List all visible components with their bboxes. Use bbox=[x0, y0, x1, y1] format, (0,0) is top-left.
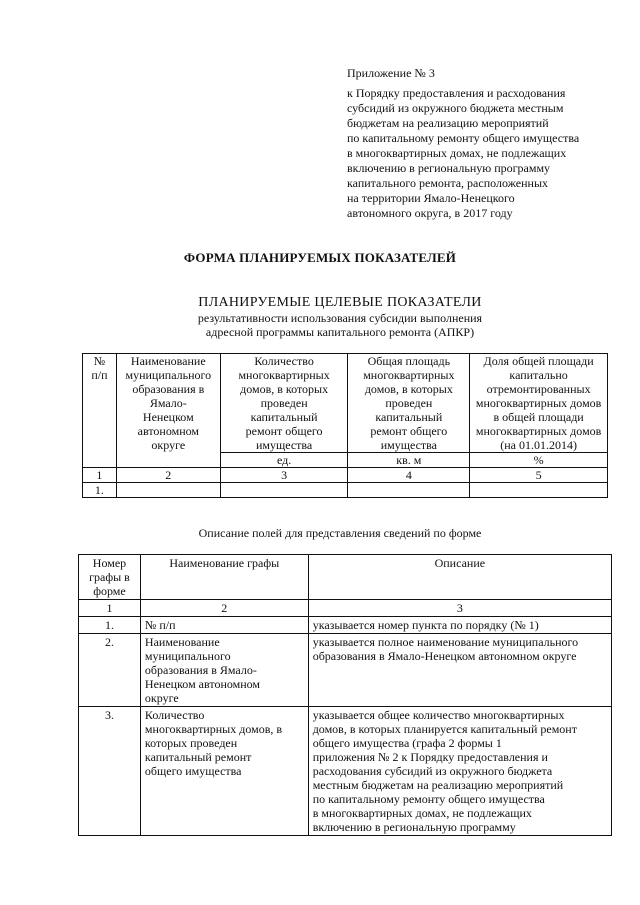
column-number: 1 bbox=[79, 600, 141, 617]
indicators-subtitle bbox=[0, 295, 640, 339]
header-line: Наименование bbox=[130, 354, 206, 368]
cell-line: образования в Ямало- bbox=[144, 663, 257, 677]
description-caption: Описание полей для представления сведений по форме bbox=[198, 526, 482, 540]
empty-cell bbox=[470, 483, 608, 498]
unit-cell: ед. bbox=[220, 453, 348, 468]
row-number: 1. bbox=[83, 483, 117, 498]
column-number: 1 bbox=[83, 468, 117, 483]
cell-line: которых проведен bbox=[144, 736, 238, 750]
cell-line: приложения № 2 к Порядку предоставления и bbox=[312, 750, 548, 764]
field-name bbox=[140, 617, 308, 634]
header-line: многоквартирных bbox=[238, 368, 330, 382]
unit-cell: кв. м bbox=[348, 453, 470, 468]
table-row bbox=[79, 617, 612, 634]
header-cell bbox=[83, 354, 117, 468]
header-line: капитальный bbox=[375, 410, 443, 424]
header-cell bbox=[79, 555, 141, 600]
table-row bbox=[79, 634, 612, 707]
appendix-block bbox=[347, 66, 617, 221]
empty-cell bbox=[220, 483, 348, 498]
cell-line: по капитальному ремонту общего имущества bbox=[312, 792, 545, 806]
unit-cell: % bbox=[470, 453, 608, 468]
cell-line: расходования субсидий из окружного бюджета bbox=[312, 764, 553, 778]
appendix-line: на территории Ямало-Ненецкого bbox=[347, 191, 515, 205]
appendix-line: субсидий из окружного бюджета местным bbox=[347, 101, 564, 115]
header-line: проведен bbox=[260, 396, 308, 410]
cell-line: Наименование bbox=[144, 635, 220, 649]
cell-line: указывается номер пункта по порядку (№ 1) bbox=[312, 618, 539, 632]
subtitle-main: ПЛАНИРУЕМЫЕ ЦЕЛЕВЫЕ ПОКАЗАТЕЛИ bbox=[198, 295, 482, 310]
column-numbers-row bbox=[83, 468, 608, 483]
header-line: муниципального bbox=[125, 368, 212, 382]
header-line: Доля общей площади bbox=[483, 354, 594, 368]
header-line: проведен bbox=[385, 396, 433, 410]
appendix-line: включению в региональную программу bbox=[347, 161, 551, 175]
column-number: 5 bbox=[470, 468, 608, 483]
row-number: 3. bbox=[79, 707, 141, 836]
cell-line: Ненецком автономном bbox=[144, 677, 261, 691]
appendix-line: по капитальному ремонту общего имущества bbox=[347, 131, 580, 145]
cell-line: местным бюджетам на реализацию мероприятий bbox=[312, 778, 564, 792]
column-number: 3 bbox=[308, 600, 611, 617]
subtitle-line: результативности использования субсидии выполнения bbox=[197, 311, 483, 325]
cell-line: № п/п bbox=[144, 618, 176, 632]
header-cell bbox=[116, 354, 220, 468]
appendix-line: бюджетам на реализацию мероприятий bbox=[347, 116, 549, 130]
cell-line: муниципального bbox=[144, 649, 231, 663]
field-description bbox=[308, 634, 611, 707]
header-line: имущества bbox=[255, 438, 313, 452]
empty-cell bbox=[348, 483, 470, 498]
column-number: 3 bbox=[220, 468, 348, 483]
header-line: форме bbox=[93, 584, 126, 598]
header-line: многоквартирных домов bbox=[475, 396, 602, 410]
column-number: 2 bbox=[140, 600, 308, 617]
appendix-line: к Порядку предоставления и расходования bbox=[347, 86, 566, 100]
header-line: капитальный bbox=[250, 410, 318, 424]
header-cell bbox=[348, 354, 470, 453]
indicators-table bbox=[82, 353, 608, 498]
table-header-row bbox=[83, 354, 608, 453]
field-name bbox=[140, 707, 308, 836]
header-cell: Наименование графы bbox=[140, 555, 308, 600]
header-line: п/п bbox=[91, 368, 108, 382]
field-name bbox=[140, 634, 308, 707]
cell-line: включению в региональную программу bbox=[312, 820, 516, 834]
header-line: Номер bbox=[92, 556, 127, 570]
cell-line: домов, в которых планируется капитальный ремонт bbox=[312, 722, 577, 736]
fields-description-table bbox=[78, 554, 612, 836]
appendix-line: в многоквартирных домах, не подлежащих bbox=[347, 146, 567, 160]
header-line: домов, в которых bbox=[364, 382, 453, 396]
cell-line: Количество bbox=[144, 708, 205, 722]
cell-line: многоквартирных домов, в bbox=[144, 722, 283, 736]
table-row bbox=[79, 707, 612, 836]
header-line: капитально bbox=[509, 368, 568, 382]
header-line: автономном bbox=[137, 424, 199, 438]
row-number: 1. bbox=[79, 617, 141, 634]
cell-line: округе bbox=[144, 691, 179, 705]
field-description bbox=[308, 617, 611, 634]
header-line: Количество bbox=[254, 354, 314, 368]
field-description bbox=[308, 707, 611, 836]
header-line: отремонтированных bbox=[486, 382, 591, 396]
header-line: округе bbox=[151, 438, 186, 452]
cell-line: указывается общее количество многоквартирных bbox=[312, 708, 565, 722]
cell-line: общего имущества bbox=[144, 764, 242, 778]
form-title: ФОРМА ПЛАНИРУЕМЫХ ПОКАЗАТЕЛЕЙ bbox=[183, 250, 457, 265]
cell-line: в многоквартирных домах, не подлежащих bbox=[312, 806, 532, 820]
header-cell: Описание bbox=[308, 555, 611, 600]
row-number: 2. bbox=[79, 634, 141, 707]
cell-line: капитальный ремонт bbox=[144, 750, 252, 764]
cell-line: общего имущества (графа 2 формы 1 bbox=[312, 736, 502, 750]
appendix-line: автономного округа, в 2017 году bbox=[347, 206, 513, 220]
column-numbers-row bbox=[79, 600, 612, 617]
table-header-row bbox=[79, 555, 612, 600]
header-line: Общая площадь bbox=[367, 354, 451, 368]
header-line: Ненецком bbox=[142, 410, 194, 424]
header-line: № bbox=[93, 354, 106, 368]
empty-cell bbox=[116, 483, 220, 498]
appendix-heading: Приложение № 3 bbox=[347, 66, 435, 80]
header-line: многоквартирных bbox=[363, 368, 455, 382]
header-line: образования в bbox=[132, 382, 205, 396]
subtitle-line: адресной программы капитального ремонта (АПКР) bbox=[205, 325, 475, 339]
header-line: ремонт общего bbox=[245, 424, 323, 438]
header-line: имущества bbox=[380, 438, 437, 452]
header-line: многоквартирных домов bbox=[475, 424, 602, 438]
header-line: домов, в которых bbox=[240, 382, 329, 396]
column-number: 4 bbox=[348, 468, 470, 483]
header-line: (на 01.01.2014) bbox=[500, 438, 577, 452]
header-cell bbox=[220, 354, 348, 453]
column-number: 2 bbox=[116, 468, 220, 483]
header-line: в общей площади bbox=[493, 410, 584, 424]
appendix-line: капитального ремонта, расположенных bbox=[347, 176, 549, 190]
cell-line: указывается полное наименование муниципального bbox=[312, 635, 579, 649]
header-line: ремонт общего bbox=[370, 424, 448, 438]
table-row bbox=[83, 483, 608, 498]
header-line: Ямало- bbox=[149, 396, 187, 410]
header-cell bbox=[470, 354, 608, 453]
header-line: графы в bbox=[89, 570, 130, 584]
cell-line: образования в Ямало-Ненецком автономном округе bbox=[312, 649, 577, 663]
